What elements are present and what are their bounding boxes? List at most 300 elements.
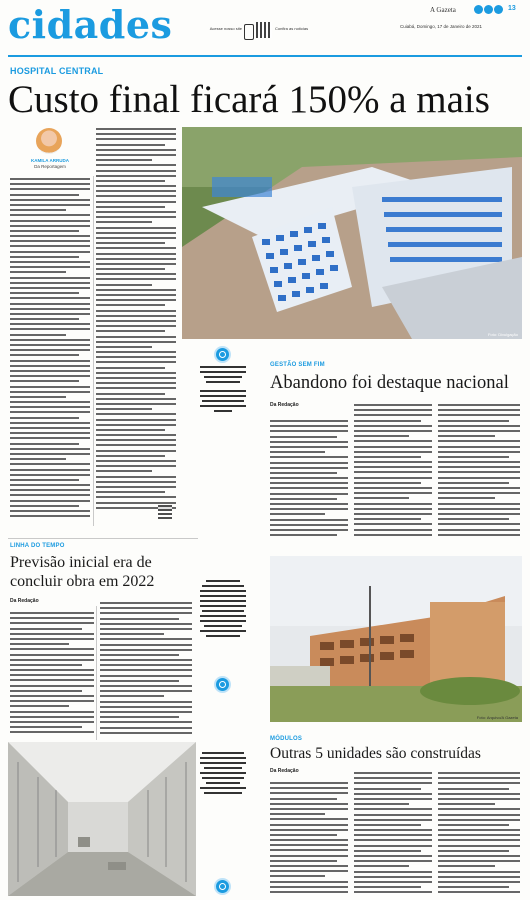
author-avatar [36, 128, 62, 154]
sidebar-note-1 [200, 366, 246, 415]
body-text-line [100, 711, 192, 713]
body-text-line [438, 803, 495, 805]
body-text-line [96, 502, 176, 504]
main-body-column-2 [96, 128, 176, 513]
body-text-line [438, 824, 509, 826]
hospital-aerial-illustration [182, 127, 522, 339]
body-text-line [96, 304, 165, 306]
previsao-headline-1: Previsão inicial era de [10, 554, 152, 571]
body-text-line [10, 339, 90, 341]
body-text-line [96, 216, 176, 218]
body-text-line [270, 855, 348, 857]
body-text-line [438, 839, 520, 841]
body-text-line [96, 372, 176, 374]
photo-credit-hospital: Foto: Divulgação [487, 332, 518, 337]
body-text-line [354, 834, 432, 836]
body-text-line [438, 529, 520, 531]
body-text-line [100, 732, 192, 734]
body-text-line [354, 788, 421, 790]
body-text-line [354, 466, 432, 468]
body-text-line [10, 266, 90, 268]
main-col-footer-qr [158, 505, 172, 519]
body-text-line [96, 496, 176, 498]
outras-kicker: MÓDULOS [270, 736, 303, 742]
body-text-line [10, 422, 90, 424]
body-text-line [270, 513, 325, 515]
body-text-line [100, 721, 192, 723]
body-text-line [354, 891, 432, 893]
body-text-line [438, 487, 520, 489]
body-text-line [96, 258, 176, 260]
body-text-line [10, 344, 90, 346]
body-text-line [100, 690, 192, 692]
body-text-line [10, 391, 90, 393]
body-text-line [96, 393, 165, 395]
body-text-line [270, 818, 348, 820]
body-text-line [270, 881, 348, 883]
body-text-line [354, 819, 432, 821]
body-text-line [10, 690, 82, 692]
body-text-line [10, 375, 90, 377]
body-text-line [96, 144, 165, 146]
body-text-line [10, 240, 90, 242]
body-text-line [438, 446, 520, 448]
body-text-line [438, 876, 520, 878]
body-text-line [10, 406, 90, 408]
body-text-line [96, 476, 176, 478]
body-text-line [96, 486, 176, 488]
body-text-line [354, 871, 432, 873]
body-text-line [10, 510, 90, 512]
body-text-line [10, 328, 90, 330]
body-text-line [96, 232, 176, 234]
abandono-byline: Da Redação [270, 402, 299, 408]
qr-caption-left: Acesse nosso site [209, 26, 242, 31]
body-text-line [354, 425, 432, 427]
body-text-line [438, 814, 520, 816]
body-text-line [354, 798, 432, 800]
body-text-line [96, 180, 165, 182]
body-text-line [96, 450, 176, 452]
body-text-line [10, 261, 90, 263]
outras-column-2 [354, 772, 432, 898]
body-text-line [438, 798, 520, 800]
body-text-line [10, 183, 90, 185]
body-text-line [100, 623, 192, 625]
body-text-line [10, 679, 94, 681]
body-text-line [100, 685, 192, 687]
body-text-line [100, 644, 192, 646]
body-text-line [270, 829, 348, 831]
body-text-line [96, 175, 176, 177]
body-text-line [438, 513, 520, 515]
body-text-line [96, 263, 176, 265]
body-text-line [96, 361, 176, 363]
body-text-line [10, 659, 94, 661]
abandoned-building-photo [270, 556, 522, 722]
divider-previsao [8, 538, 198, 539]
body-text-line [100, 727, 192, 729]
body-text-line [100, 649, 192, 651]
body-text-line [354, 865, 409, 867]
body-text-line [270, 870, 348, 872]
body-text-line [10, 386, 90, 388]
body-text-line [270, 436, 337, 438]
body-text-line [270, 524, 348, 526]
body-text-line [100, 633, 164, 635]
body-text-line [96, 341, 176, 343]
body-text-line [96, 346, 152, 348]
abandono-column-2 [354, 404, 432, 540]
body-text-line [438, 891, 520, 893]
body-text-line [354, 482, 421, 484]
body-text-line [10, 220, 90, 222]
body-text-line [10, 612, 94, 614]
body-text-line [438, 508, 520, 510]
body-text-line [96, 299, 176, 301]
body-text-line [96, 154, 176, 156]
page-number: 13 [508, 5, 516, 12]
body-text-line [10, 370, 90, 372]
info-circle-icon [214, 346, 231, 363]
body-text-line [10, 448, 90, 450]
body-text-line [354, 414, 432, 416]
body-text-line [270, 792, 348, 794]
main-kicker: HOSPITAL CENTRAL [10, 66, 104, 76]
body-text-line [10, 365, 90, 367]
body-text-line [10, 380, 79, 382]
body-text-line [96, 470, 152, 472]
body-text-line [354, 824, 421, 826]
body-text-line [438, 471, 520, 473]
body-text-line [438, 871, 520, 873]
body-text-line [10, 303, 90, 305]
body-text-line [270, 875, 325, 877]
body-text-line [270, 534, 337, 536]
body-text-line [10, 638, 94, 640]
body-text-line [10, 494, 90, 496]
body-text-line [270, 508, 348, 510]
body-text-line [96, 403, 176, 405]
body-text-line [270, 782, 348, 784]
body-text-line [438, 435, 495, 437]
body-text-line [270, 425, 348, 427]
body-text-line [354, 523, 432, 525]
body-text-line [270, 824, 348, 826]
body-text-line [96, 429, 165, 431]
body-text-line [270, 420, 348, 422]
outras-byline: Da Redação [270, 768, 299, 774]
body-text-line [96, 481, 176, 483]
body-text-line [438, 777, 520, 779]
body-text-line [96, 253, 176, 255]
author-name: KAMILA ARRUDA [31, 158, 69, 163]
body-text-line [10, 271, 66, 273]
body-text-line [10, 669, 94, 671]
body-text-line [96, 247, 176, 249]
body-text-line [270, 482, 348, 484]
body-text-line [354, 772, 432, 774]
body-text-line [10, 654, 94, 656]
body-text-line [354, 477, 432, 479]
body-text-line [10, 731, 94, 733]
body-text-line [10, 178, 90, 180]
body-text-line [96, 268, 165, 270]
body-text-line [96, 242, 165, 244]
body-text-line [10, 617, 94, 619]
body-text-line [96, 434, 176, 436]
author-role: Da Reportagem [34, 164, 66, 169]
body-text-line [10, 308, 90, 310]
body-text-line [100, 701, 192, 703]
body-text-line [96, 237, 176, 239]
info-circle-icon-2 [214, 676, 231, 693]
body-text-line [438, 482, 509, 484]
column-rule [96, 606, 97, 740]
body-text-line [96, 294, 176, 296]
body-text-line [10, 427, 90, 429]
body-text-line [10, 505, 79, 507]
body-text-line [270, 446, 348, 448]
body-text-line [10, 711, 94, 713]
body-text-line [438, 782, 520, 784]
body-text-line [270, 503, 348, 505]
body-text-line [10, 256, 79, 258]
body-text-line [438, 819, 520, 821]
body-text-line [438, 409, 520, 411]
body-text-line [96, 159, 152, 161]
body-text-line [10, 313, 90, 315]
body-text-line [438, 492, 520, 494]
body-text-line [438, 865, 495, 867]
body-text-line [96, 128, 176, 130]
body-text-line [96, 460, 176, 462]
body-text-line [10, 648, 94, 650]
body-text-line [96, 336, 176, 338]
qr-code-icon [256, 22, 272, 38]
body-text-line [10, 469, 90, 471]
body-text-line [10, 199, 90, 201]
main-body-column-1 [10, 178, 90, 523]
body-text-line [96, 133, 176, 135]
body-text-line [438, 466, 520, 468]
body-text-line [438, 860, 520, 862]
abandono-kicker: GESTÃO SEM FIM [270, 362, 325, 368]
body-text-line [270, 886, 348, 888]
body-text-line [270, 849, 348, 851]
body-text-line [354, 803, 409, 805]
body-text-line [438, 855, 520, 857]
body-text-line [354, 404, 432, 406]
body-text-line [354, 487, 432, 489]
body-text-line [96, 439, 176, 441]
body-text-line [10, 458, 66, 460]
body-text-line [100, 612, 192, 614]
abandono-headline: Abandono foi destaque nacional [270, 373, 509, 393]
body-text-line [270, 467, 348, 469]
body-text-line [438, 881, 520, 883]
abandoned-building-illustration [270, 556, 522, 722]
body-text-line [354, 534, 432, 536]
body-text-line [354, 855, 432, 857]
body-text-line [354, 876, 432, 878]
section-title: cidades [8, 2, 173, 47]
body-text-line [10, 726, 82, 728]
body-text-line [100, 706, 192, 708]
body-text-line [96, 278, 176, 280]
body-text-line [10, 716, 94, 718]
body-text-line [96, 195, 176, 197]
body-text-line [10, 515, 90, 517]
body-text-line [438, 772, 520, 774]
body-text-line [270, 441, 348, 443]
body-text-line [10, 245, 90, 247]
body-text-line [354, 451, 432, 453]
previsao-headline-2: concluir obra em 2022 [10, 573, 155, 590]
body-text-line [438, 523, 520, 525]
body-text-line [96, 221, 152, 223]
body-text-line [96, 211, 176, 213]
brand-name: A Gazeta [430, 6, 456, 14]
previsao-column-2 [100, 602, 192, 740]
hospital-aerial-photo [182, 127, 522, 339]
body-text-line [354, 446, 432, 448]
body-text-line [96, 351, 176, 353]
body-text-line [270, 430, 348, 432]
body-text-line [96, 170, 176, 172]
body-text-line [270, 451, 325, 453]
body-text-line [96, 289, 176, 291]
body-text-line [10, 674, 94, 676]
body-text-line [96, 138, 176, 140]
body-text-line [354, 518, 421, 520]
body-text-line [10, 500, 90, 502]
body-text-line [438, 477, 520, 479]
body-text-line [438, 834, 520, 836]
body-text-line [438, 497, 495, 499]
body-text-line [270, 813, 325, 815]
body-text-line [354, 430, 432, 432]
body-text-line [96, 201, 176, 203]
body-text-line [438, 425, 520, 427]
qr-caption-right: Confira as notícias [275, 26, 309, 31]
body-text-line [100, 680, 179, 682]
body-text-line [270, 860, 337, 862]
body-text-line [10, 443, 79, 445]
body-text-line [10, 235, 90, 237]
body-text-line [354, 513, 432, 515]
body-text-line [270, 462, 348, 464]
body-text-line [270, 529, 348, 531]
body-text-line [438, 456, 509, 458]
body-text-line [10, 194, 79, 196]
abandono-column-3 [438, 404, 520, 540]
previsao-byline: Da Redação [10, 598, 39, 604]
body-text-line [96, 455, 165, 457]
body-text-line [10, 685, 94, 687]
body-text-line [354, 782, 432, 784]
body-text-line [100, 659, 192, 661]
body-text-line [270, 472, 337, 474]
body-text-line [10, 437, 90, 439]
body-text-line [10, 622, 94, 624]
body-text-line [354, 850, 421, 852]
body-text-line [354, 886, 421, 888]
main-headline: Custo final ficará 150% a mais [8, 78, 490, 121]
body-text-line [270, 891, 348, 893]
body-text-line [96, 310, 176, 312]
body-text-line [10, 628, 82, 630]
body-text-line [100, 664, 192, 666]
body-text-line [96, 164, 176, 166]
body-text-line [438, 518, 509, 520]
body-text-line [10, 643, 69, 645]
body-text-line [10, 396, 66, 398]
body-text-line [10, 277, 90, 279]
body-text-line [10, 432, 90, 434]
body-text-line [96, 325, 176, 327]
body-text-line [354, 845, 432, 847]
body-text-line [10, 323, 90, 325]
column-rule [93, 176, 94, 526]
body-text-line [354, 529, 432, 531]
body-text-line [438, 451, 520, 453]
outras-column-1 [270, 782, 348, 898]
body-text-line [96, 424, 176, 426]
body-text-line [10, 664, 82, 666]
body-text-line [10, 225, 90, 227]
body-text-line [96, 387, 176, 389]
outras-headline: Outras 5 unidades são construídas [270, 745, 481, 762]
body-text-line [270, 798, 337, 800]
body-text-line [10, 287, 90, 289]
body-text-line [10, 251, 90, 253]
body-text-line [10, 474, 90, 476]
body-text-line [100, 669, 192, 671]
body-text-line [10, 334, 66, 336]
body-text-line [438, 829, 520, 831]
body-text-line [354, 881, 432, 883]
body-text-line [10, 479, 79, 481]
body-text-line [10, 318, 79, 320]
body-text-line [438, 808, 520, 810]
body-text-line [354, 440, 432, 442]
body-text-line [96, 398, 176, 400]
body-text-line [100, 602, 192, 604]
body-text-line [354, 456, 421, 458]
body-text-line [354, 508, 432, 510]
body-text-line [10, 214, 90, 216]
body-text-line [96, 320, 176, 322]
body-text-line [10, 417, 79, 419]
body-text-line [10, 453, 90, 455]
body-text-line [96, 377, 176, 379]
body-text-line [96, 227, 176, 229]
body-text-line [96, 273, 176, 275]
body-text-line [10, 633, 94, 635]
body-text-line [96, 367, 165, 369]
body-text-line [10, 411, 90, 413]
body-text-line [438, 850, 509, 852]
body-text-line [270, 834, 337, 836]
body-text-line [96, 408, 152, 410]
body-text-line [96, 419, 176, 421]
body-text-line [10, 700, 94, 702]
body-text-line [100, 628, 192, 630]
body-text-line [354, 777, 432, 779]
body-text-line [10, 204, 90, 206]
body-text-line [100, 607, 192, 609]
